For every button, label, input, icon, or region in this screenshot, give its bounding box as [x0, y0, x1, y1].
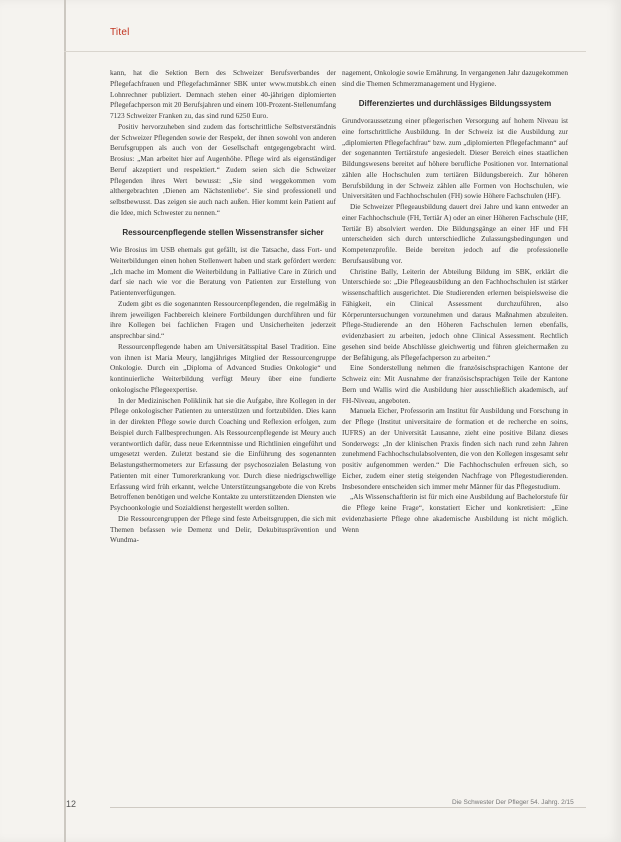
section-label: Titel	[110, 27, 130, 38]
left-column	[110, 68, 336, 546]
subheading: Ressourcenpflegende stellen Wissenstransfer sicher	[122, 227, 324, 237]
subheading: Differenziertes und durchlässiges Bildungssystem	[358, 98, 552, 108]
paragraph: Grundvoraussetzung einer pflegerischen Versorgung auf hohem Niveau ist eine fortschrittliche Ausbildung. In der Schweiz ist die Ausbildung zur „diplomierten Pflegefachfrau“ bzw. zum „diplomierten Pflegefachmann“ auf der sogenannten Tertiärstufe angesiedelt. Dieser Bereich eines staatlichen Bildungswesens bereitet auf höhere berufliche Positionen vor. International zählen alle Hochschulen zum tertiären Bildungsbereich. Zur höheren Berufsbildung in der Schweiz zählen alle Formen von Hochschulen, wie Universitäten und Fachhochschulen (FH) sowie Höhere Fachschulen (HF).	[342, 116, 568, 201]
paragraph: Manuela Eicher, Professorin am Institut für Ausbildung und Forschung in der Pflege (Institut universitaire de formation et de recherche en soins, IUFRS) an der Universität Lausanne, zieht eine positive Bilanz dieses Sonderwegs: „In der klinischen Praxis finden sich nach rund zehn Jahren zunehmend Fachhochschulabsolventen, die von den Kollegen insgesamt sehr positiv aufgenommen werden.“ Die Fachhochschulen erfreuen sich, so Eicher, zudem einer stetig steigenden Nachfrage von Pflegestudierenden. Insbesondere entscheiden sich immer mehr Männer für das Pflegestudium.	[342, 406, 568, 491]
paragraph: nagement, Onkologie sowie Ernährung. In vergangenen Jahr dazugekommen sind die Themen Schmerzmanagement und Hygiene.	[342, 68, 568, 88]
page-gutter-rule	[64, 0, 66, 842]
paragraph: In der Medizinischen Poliklinik hat sie die Aufgabe, ihre Kollegen in der Pflege onkologischer Patienten zu unterstützen und fortzubilden. Dies kann in der direkten Pflege sowie durch Coaching und Reflexion erfolgen, zum Beispiel durch Fallbesprechungen. Als Ressourcenpflegende ist Meury auch verantwortlich dafür, dass neue Erkenntnisse und Richtlinien eingeführt und umgesetzt werden. Zuletzt bestand sie die Einführung des sogenannten Belastungsthermometers zur Erfassung der psychosozialen Belastung von Patienten mit einer Tumorerkrankung vor. Durch diese niedrigschwellige Erfassung wird früh erkannt, welche Unterstützungsangebote die von Krebs Betroffenen benötigen und welche Kontakte zu unterstützenden Diensten wie Psychoonkologie und Sozialdienst hergestellt werden sollten.	[110, 395, 336, 512]
paragraph: Wie Brosius im USB ehemals gut gefällt, ist die Tatsache, dass Fort- und Weiterbildungen einen hohen Stellenwert haben und stark gefördert werden: „Ich mache im Moment die Weiterbildung in Palliative Care in Zürich und darf sie nach wie vor die Beratung von Patienten zur Erstellung von Patientenverfügungen.	[110, 245, 336, 297]
paragraph: Christine Bally, Leiterin der Abteilung Bildung im SBK, erklärt die Unterschiede so: „Die Pflegeausbildung an den Fachhochschulen ist stärker wissenschaftlich ausgerichtet. Die Studierenden erlernen beispielsweise die Fähigkeit, ein Clinical Assessment durchzuführen, also Körperuntersuchungen vorzunehmen und daraus Maßnahmen abzuleiten. Pflege-Studierende an den Höheren Fachschulen lernen ebenfalls, evidenzbasiert zu arbeiten, jedoch ohne Clinical Assessment. Rechtlich gesehen sind beide Abschlüsse gleichwertig und führen gleichermaßen zu der Befähigung, als Pflegefachperson zu arbeiten.“	[342, 266, 568, 362]
paragraph: „Als Wissenschaftlerin ist für mich eine Ausbildung auf Bachelorstufe für die Pflege keine Frage“, konstatiert Eicher und konkretisiert: „Eine evidenzbasierte Pflege ohne akademische Ausbildung ist nicht möglich. Wenn	[342, 492, 568, 534]
footer-rule	[110, 807, 586, 808]
paragraph: Ressourcenpflegende haben am Universitätsspital Basel Tradition. Eine von ihnen ist Maria Meury, langjähriges Mitglied der Ressourcengruppe Onkologie. Durch ein „Diploma of Advanced Studies Onkologie“ und kontinuierliche Weiterbildung verfügt Meury über eine fundierte onkologische Pflegeexpertise.	[110, 341, 336, 394]
paragraph: Die Schweizer Pflegeausbildung dauert drei Jahre und kann entweder an einer Fachhochschule (FH, Tertiär A) oder an einer Höheren Fachschule (HF, Tertiär B) absolviert werden. Die Bildungsgänge an einer HF und FH unterscheiden sich durch unterschiedliche Zulassungsbedingungen und Kompetenzprofile. Beide bereiten jedoch auf die professionelle Berufsausübung vor.	[342, 202, 568, 265]
paragraph: kann, hat die Sektion Bern des Schweizer Berufsverbandes der Pflegefachfrauen und Pflegefachmänner SBK unter www.mutsbk.ch einen Lohnrechner publiziert. Demnach stehen einer 40-jährigen diplomierten Pflegefachperson mit 20 Berufsjahren und einem 100-Prozent-Stellenumfang 7123 Schweizer Franken zu, das sind rund 6250 Euro.	[110, 68, 336, 120]
paragraph: Positiv hervorzuheben sind zudem das fortschrittliche Selbstverständnis der Schweizer Pflegenden sowie der Respekt, der ihnen sowohl von anderen Berufsgruppen als auch von der Gesellschaft entgegengebracht wird. Brosius: „Man arbeitet hier auf Augenhöhe. Pflege wird als eigenständiger Beruf akzeptiert und respektiert.“ Zudem seien sich die Schweizer Pflegenden ihres Wert bewusst: „Sie sind weggekommen vom althergebrachten ‚Dienen am Nächstenliebe‘. Sie sind professionell und selbstbewusst. Das zeigen sie auch nach außen. Hier kommt kein Patient auf die Idee, mich Schwester zu nennen.“	[110, 121, 336, 217]
page-number: 12	[66, 799, 77, 809]
publication-footer: Die Schwester Der Pfleger 54. Jahrg. 2/15	[452, 799, 574, 806]
paragraph: Eine Sonderstellung nehmen die französischsprachigen Kantone der Schweiz ein: Mit Ausnahme der französischsprachigen Teile der Kantone Bern und Wallis wird die Ausbildung hier ausschließlich akademisch, auf FH-Niveau, angeboten.	[342, 363, 568, 405]
right-column	[342, 68, 568, 535]
paragraph: Zudem gibt es die sogenannten Ressourcenpflegenden, die regelmäßig in ihrem jeweiligen Fachbereich kleinere Fortbildungen durchführen und für ihre Kollegen bei fachlichen Fragen und Unsicherheiten jederzeit ansprechbar sind.“	[110, 298, 336, 340]
paragraph: Die Ressourcengruppen der Pflege sind feste Arbeitsgruppen, die sich mit Themen befassen wie Demenz und Delir, Dekubitusprävention und Wundma-	[110, 513, 336, 545]
header-rule	[64, 51, 586, 52]
